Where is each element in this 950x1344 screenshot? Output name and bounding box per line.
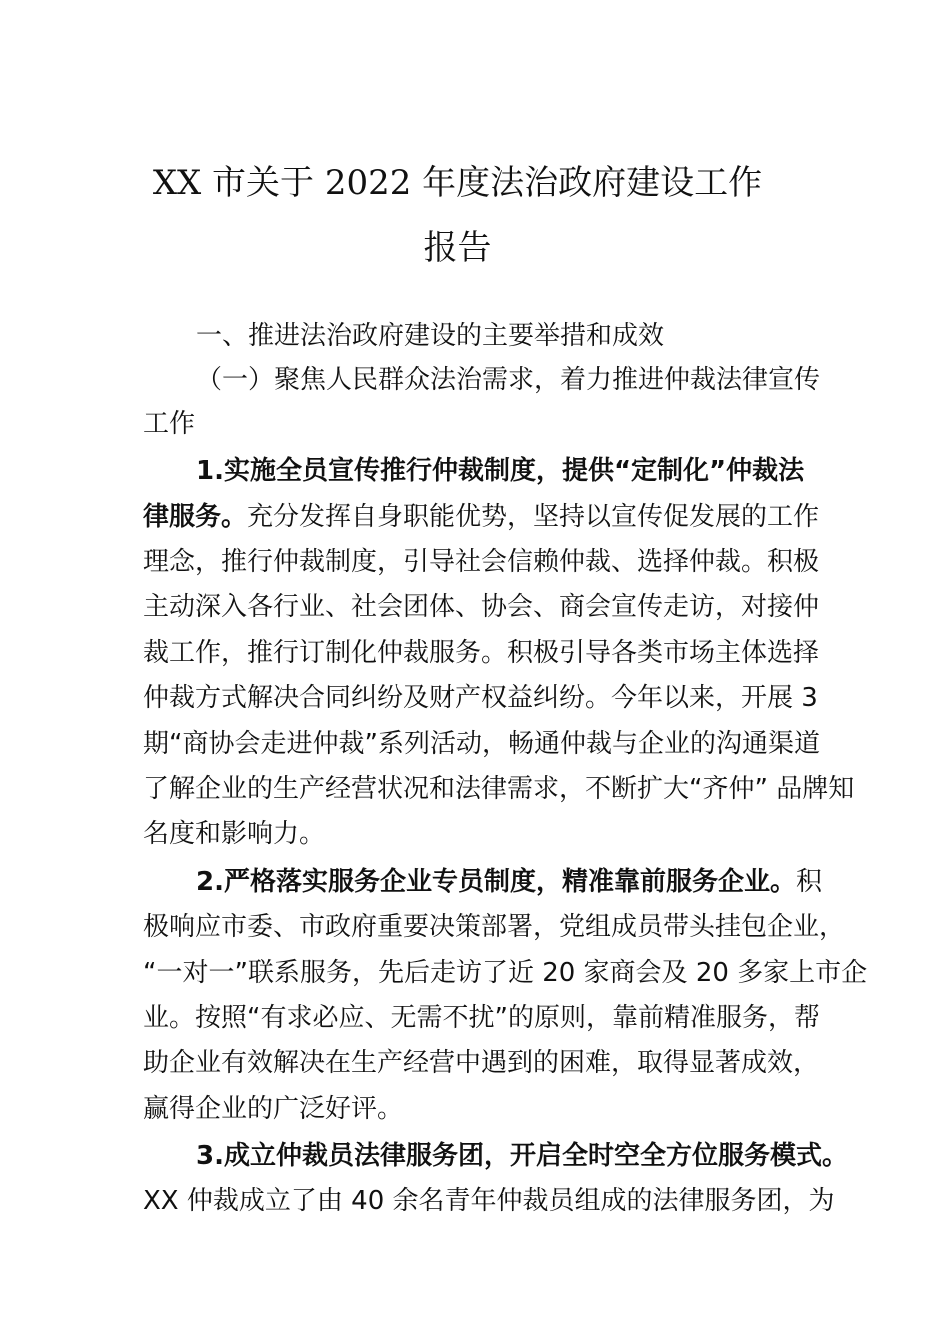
paragraph-line: 主动深入各行业、社会团体、协会、商会宣传走访，对接仲	[143, 592, 820, 622]
paragraph-line: 裁工作，推行订制化仲裁服务。积极引导各类市场主体选择	[143, 638, 820, 668]
paragraph-line: 赢得企业的广泛好评。	[143, 1094, 404, 1124]
document-title-line-1: XX 市关于 2022 年度法治政府建设工作	[152, 163, 763, 203]
paragraph-line: 期“商协会走进仲裁”系列活动，畅通仲裁与企业的沟通渠道	[143, 729, 820, 759]
paragraph-line: 极响应市委、市政府重要决策部署，党组成员带头挂包企业，	[143, 912, 846, 942]
section-heading: 一、推进法治政府建设的主要举措和成效	[196, 321, 665, 351]
item-1-heading: 1.实施全员宣传推行仲裁制度，提供“定制化”仲裁法	[196, 456, 805, 486]
item-1-text-start: 充分发挥自身职能优势，坚持以宣传促发展的工作	[247, 502, 820, 532]
document-title-line-2: 报告	[423, 228, 492, 268]
paragraph-line: “一对一”联系服务，先后走访了近 20 家商会及 20 多家上市企	[143, 958, 868, 988]
subsection-heading: （一）聚焦人民群众法治需求，着力推进仲裁法律宣传	[196, 365, 821, 395]
paragraph-line: 业。按照“有求必应、无需不扰”的原则，靠前精准服务，帮	[143, 1003, 820, 1033]
paragraph-line: 理念，推行仲裁制度，引导社会信赖仲裁、选择仲裁。积极	[143, 547, 820, 577]
item-3-heading: 3.成立仲裁员法律服务团，开启全时空全方位服务模式。	[196, 1141, 848, 1171]
item-2-heading: 2.严格落实服务企业专员制度，精准靠前服务企业。	[196, 867, 796, 897]
paragraph-line: 名度和影响力。	[143, 819, 326, 849]
paragraph-line: 仲裁方式解决合同纠纷及财产权益纠纷。今年以来，开展 3	[143, 683, 818, 713]
item-1-paragraph-line	[143, 501, 823, 533]
subsection-heading-cont: 工作	[143, 409, 196, 439]
item-2-text-start: 积	[795, 867, 822, 897]
paragraph-line: XX 仲裁成立了由 40 余名青年仲裁员组成的法律服务团，为	[143, 1186, 835, 1216]
paragraph-line: 助企业有效解决在生产经营中遇到的困难，取得显著成效，	[143, 1048, 820, 1078]
item-1-heading-end: 律服务。	[143, 502, 248, 532]
paragraph-line: 了解企业的生产经营状况和法律需求，不断扩大“齐仲” 品牌知	[143, 774, 855, 804]
item-2-paragraph-line	[196, 866, 826, 898]
